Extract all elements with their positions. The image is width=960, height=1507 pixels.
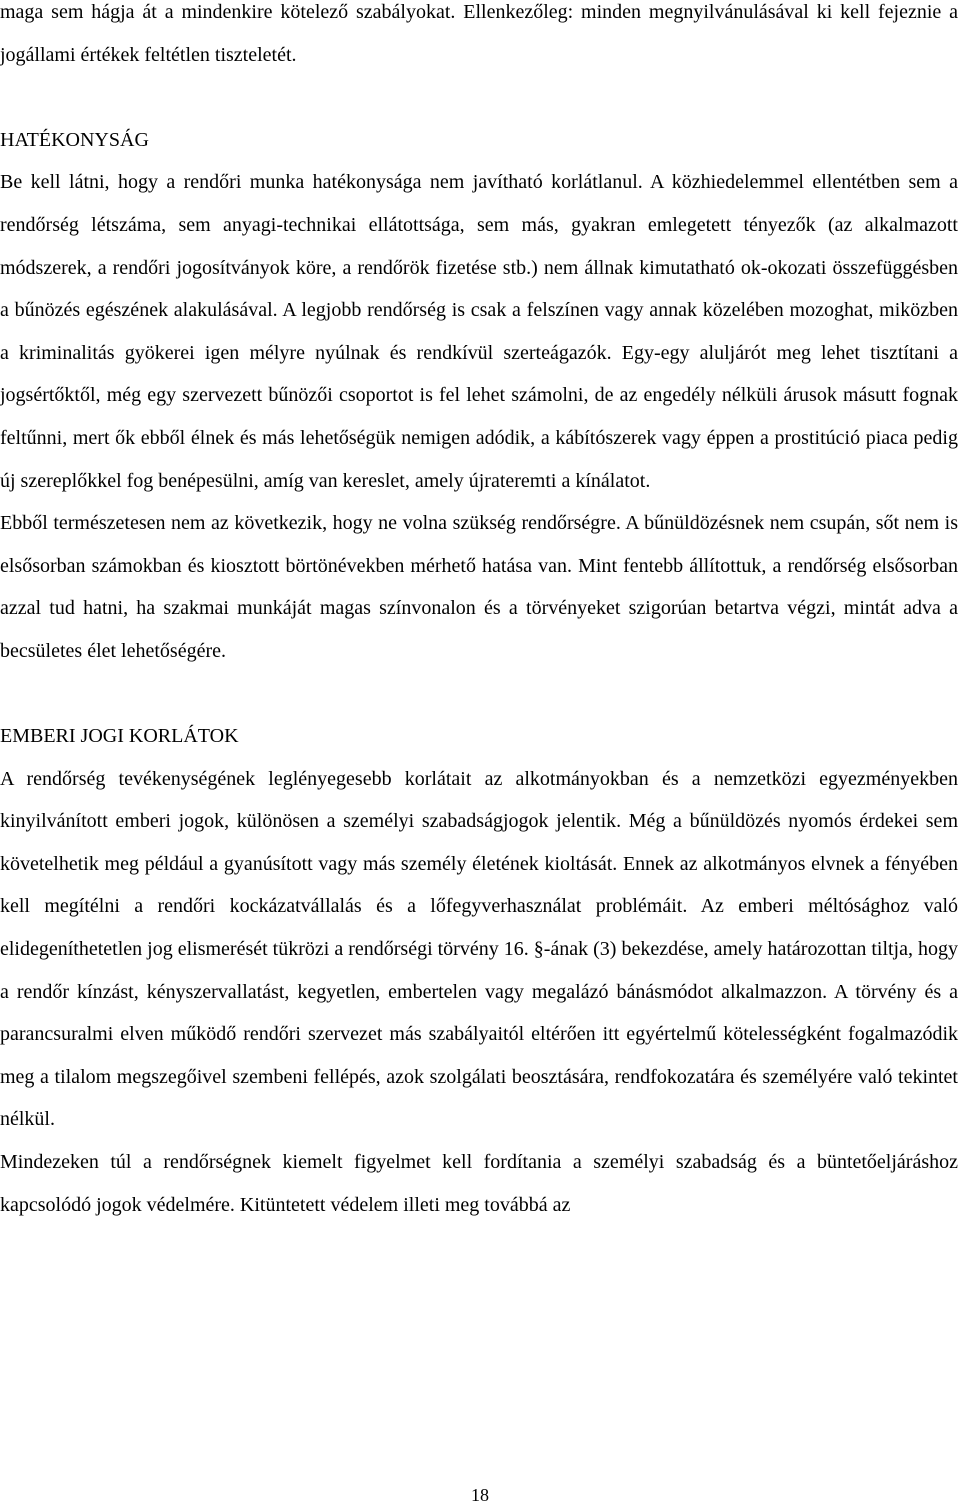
section-heading-human-rights: EMBERI JOGI KORLÁTOK (0, 725, 239, 748)
spacer (0, 76, 958, 119)
page-number: 18 (471, 1485, 489, 1505)
paragraph-efficiency-1: Be kell látni, hogy a rendőri munka hatékonysága nem javítható korlátlanul. A közhiedelemmel ellentétben sem a rendőrség létszáma, sem anyagi-technikai ellátottsága, sem más, gyakran emlegetett tényezők (az alkalmazott módszerek, a rendőri jogosítványok köre, a rendőrök fizetése stb.) nem állnak kimutatható ok-okozati összefüggésben a bűnözés egészének alakulásával. A legjobb rendőrség is csak a felszínen vagy annak közelében mozoghat, miközben a kriminalitás gyökerei igen mélyre nyúlnak és rendkívül szerteágazók. Egy-egy aluljárót meg lehet tisztítani a jogsértőktől, még egy szervezett bűnözői csoportot is fel lehet számolni, de az engedély nélküli árusok másutt fognak feltűnni, mert ők ebből élnek és más lehetőségük nemigen adódik, a kábítószerek vagy éppen a prostitúció piaca pedig új szereplőkkel fog benépesülni, amíg van kereslet, amely újrateremti a kínálatot. (0, 171, 958, 492)
paragraph-human-rights-2: Mindezeken túl a rendőrségnek kiemelt figyelmet kell fordítania a személyi szabadság és a büntetőeljáráshoz kapcsolódó jogok védelmére. Kitüntetett védelem illeti meg továbbá az (0, 1151, 958, 1216)
paragraph-human-rights-1: A rendőrség tevékenységének leglényegesebb korlátait az alkotmányokban és a nemzetközi egyezményekben kinyilvánított emberi jogok, különösen a személyi szabadságjogok jelentik. Még a bűnüldözés nyomós érdekei sem követelhetik meg például a gyanúsított vagy más személy életének kioltását. Ennek az alkotmányos elvnek a fényében kell megítélni a rendőri kockázatvállalás és a lőfegyverhasználat problémáit. Az emberi méltósághoz való elidegeníthetetlen jog elismerését tükrözi a rendőrségi törvény 16. §-ának (3) bekezdése, amely határozottan tiltja, hogy a rendőr kínzást, kényszervallatást, kegyetlen, embertelen vagy megalázó bánásmódot alkalmazzon. A törvény és a parancsuralmi elven működő rendőri szervezet más szabályaitól eltérően itt egyértelmű kötelességként fogalmazódik meg a tilalom megszegőivel szembeni fellépés, azok szolgálati beosztására, rendfokozatára és személyére való tekintet nélkül. (0, 767, 958, 1131)
paragraph-opening: maga sem hágja át a mindenkire kötelező szabályokat. Ellenkezőleg: minden megnyilvánulásával ki kell fejeznie a jogállami értékek feltétlen tiszteletét. (0, 1, 958, 66)
section-heading-efficiency: HATÉKONYSÁG (0, 128, 149, 151)
paragraph-efficiency-2: Ebből természetesen nem az következik, hogy ne volna szükség rendőrségre. A bűnüldözésnek nem csupán, sőt nem is elsősorban számokban és kiosztott börtönévekben mérhető hatása van. Mint fentebb állítottuk, a rendőrség elsősorban azzal tud hatni, ha szakmai munkáját magas színvonalon és a törvényeket szigorúan betartva végzi, mintát adva a becsületes élet lehetőségére. (0, 512, 958, 662)
spacer (0, 673, 958, 716)
